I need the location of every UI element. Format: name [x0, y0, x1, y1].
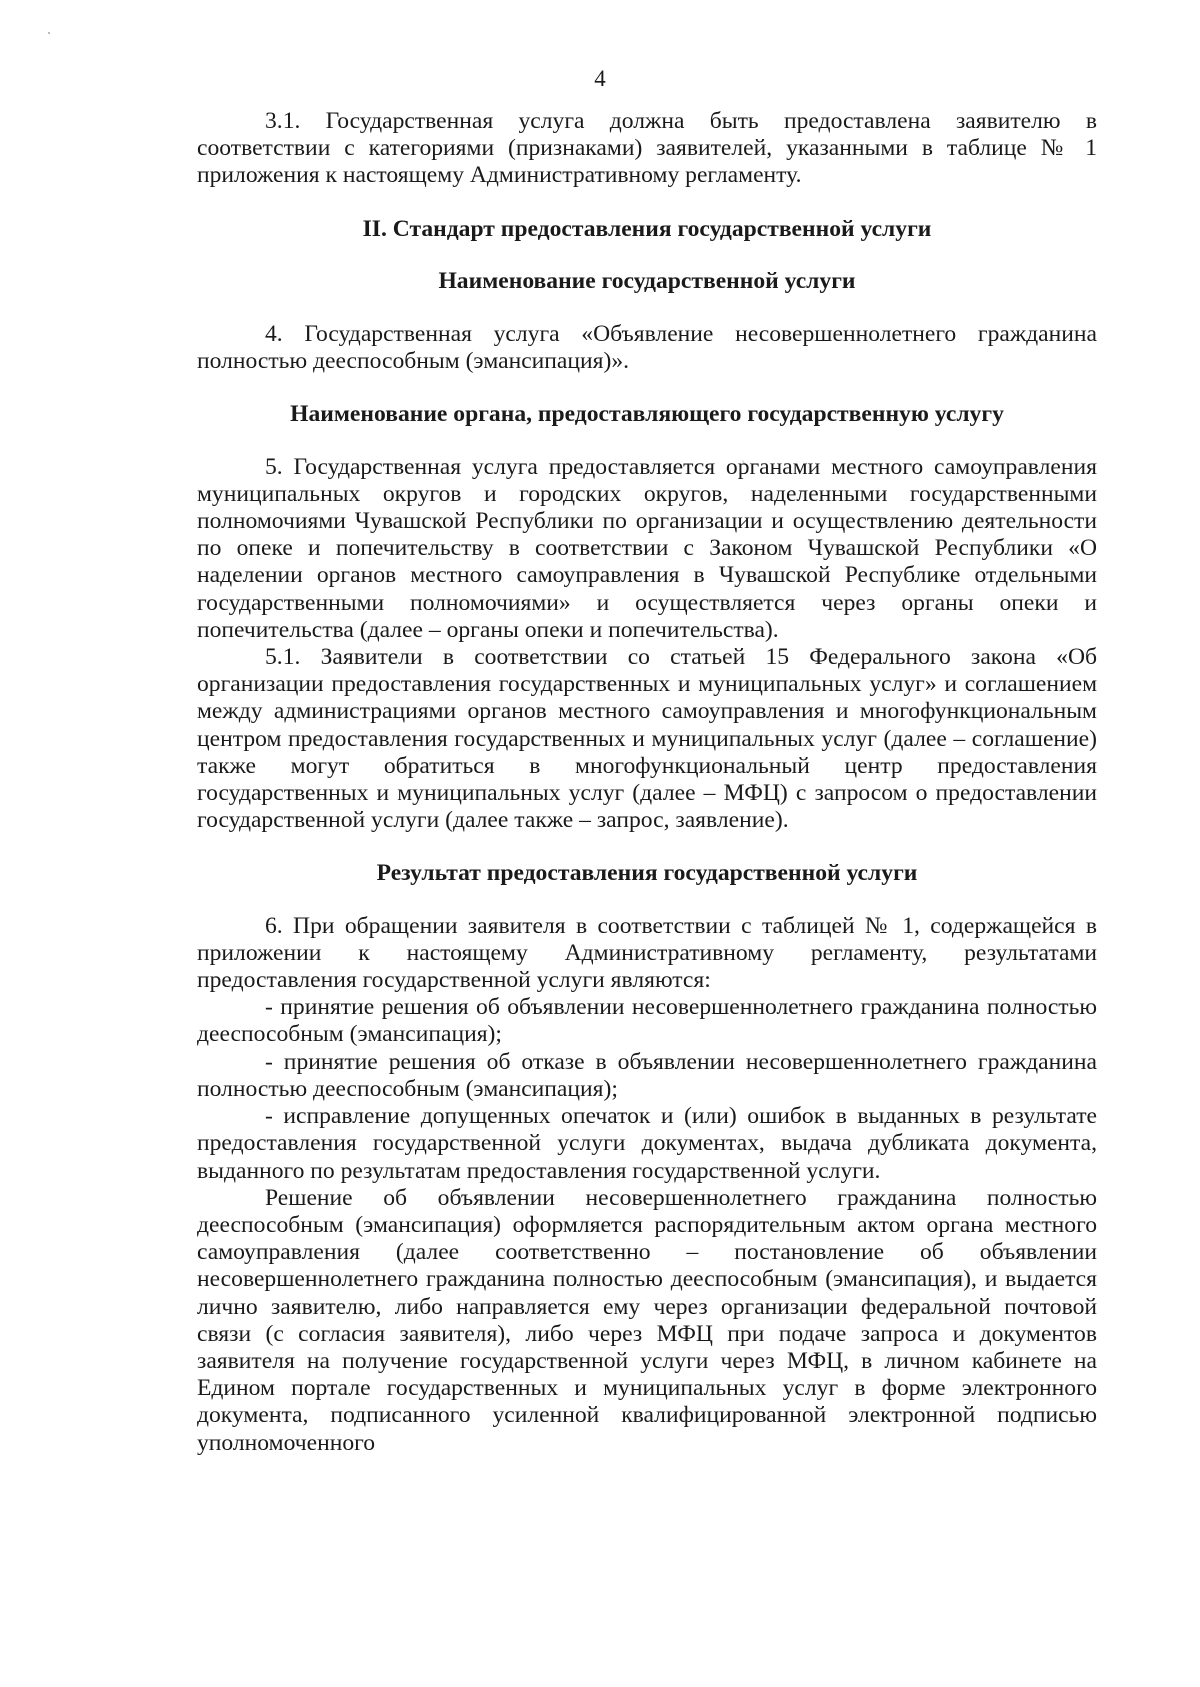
list-item-result-a: - принятие решения об объявлении несовершеннолетнего гражданина полностью дееспособным (эмансипация); — [197, 994, 1097, 1048]
paragraph-5: 5. Государственная услуга предоставляется органами местного самоуправления муниципальных округов и городских округов, наделенными государственными полномочиями Чувашской Республики по организации и осуществлению деятельности по опеке и попечительству в соответствии с Законом Чувашской Республики «О наделении органов местного самоуправления в Чувашской Республике отдельными государственными полномочиями» и осуществляется через органы опеки и попечительства (далее – органы опеки и попечительства). — [197, 453, 1097, 643]
scan-speck — [48, 32, 50, 34]
paragraph-5-1: 5.1. Заявители в соответствии со статьей 15 Федерального закона «Об организации предоставления государственных и муниципальных услуг» и соглашением между администрациями органов местного самоуправления и многофункциональным центром предоставления государственных и муниципальных услуг (далее – соглашение) также могут обратиться в многофункциональный центр предоставления государственных и муниципальных услуг (далее – МФЦ) с запросом о предоставлении государственной услуги (далее также – запрос, заявление). — [197, 644, 1097, 834]
heading-service-name: Наименование государственной услуги — [438, 267, 856, 294]
list-item-result-c: - исправление допущенных опечаток и (или) ошибок в выданных в результате предоставления государственной услуги документах, выдача дубликата документа, выданного по результатам предоставления государственной услуги. — [197, 1103, 1097, 1184]
section-heading-standard: II. Стандарт предоставления государственной услуги — [362, 215, 932, 242]
paragraph-6: 6. При обращении заявителя в соответствии с таблицей № 1, содержащейся в приложении к настоящему Административному регламенту, результатами предоставления государственной услуги являются: — [197, 912, 1097, 994]
paragraph-3-1: 3.1. Государственная услуга должна быть предоставлена заявителю в соответствии с категориями (признаками) заявителей, указанными в таблице № 1 приложения к настоящему Административному регламенту. — [197, 108, 1097, 189]
heading-result: Результат предоставления государственной услуги — [376, 860, 918, 887]
page-number: 4 — [594, 66, 606, 91]
paragraph-decision: Решение об объявлении несовершеннолетнего гражданина полностью дееспособным (эмансипация) оформляется распорядительным актом органа местного самоуправления (далее соответственно – постановление об объявлении несовершеннолетнего гражданина полностью дееспособным (эмансипация), и выдается лично заявителю, либо направляется ему через организации федеральной почтовой связи (с согласия заявителя), либо через МФЦ при подаче запроса и документов заявителя на получение государственной услуги через МФЦ, в личном кабинете на Едином портале государственных и муниципальных услуг в форме электронного документа, подписанного усиленной квалифицированной электронной подписью уполномоченного — [197, 1184, 1097, 1456]
document-body — [197, 108, 1097, 1457]
paragraph-4: 4. Государственная услуга «Объявление несовершеннолетнего гражданина полностью дееспособным (эмансипация)». — [197, 321, 1097, 375]
heading-authority-name: Наименование органа, предоставляющего государственную услугу — [290, 401, 1004, 428]
list-item-result-b: - принятие решения об отказе в объявлении несовершеннолетнего гражданина полностью дееспособным (эмансипация); — [197, 1048, 1097, 1102]
